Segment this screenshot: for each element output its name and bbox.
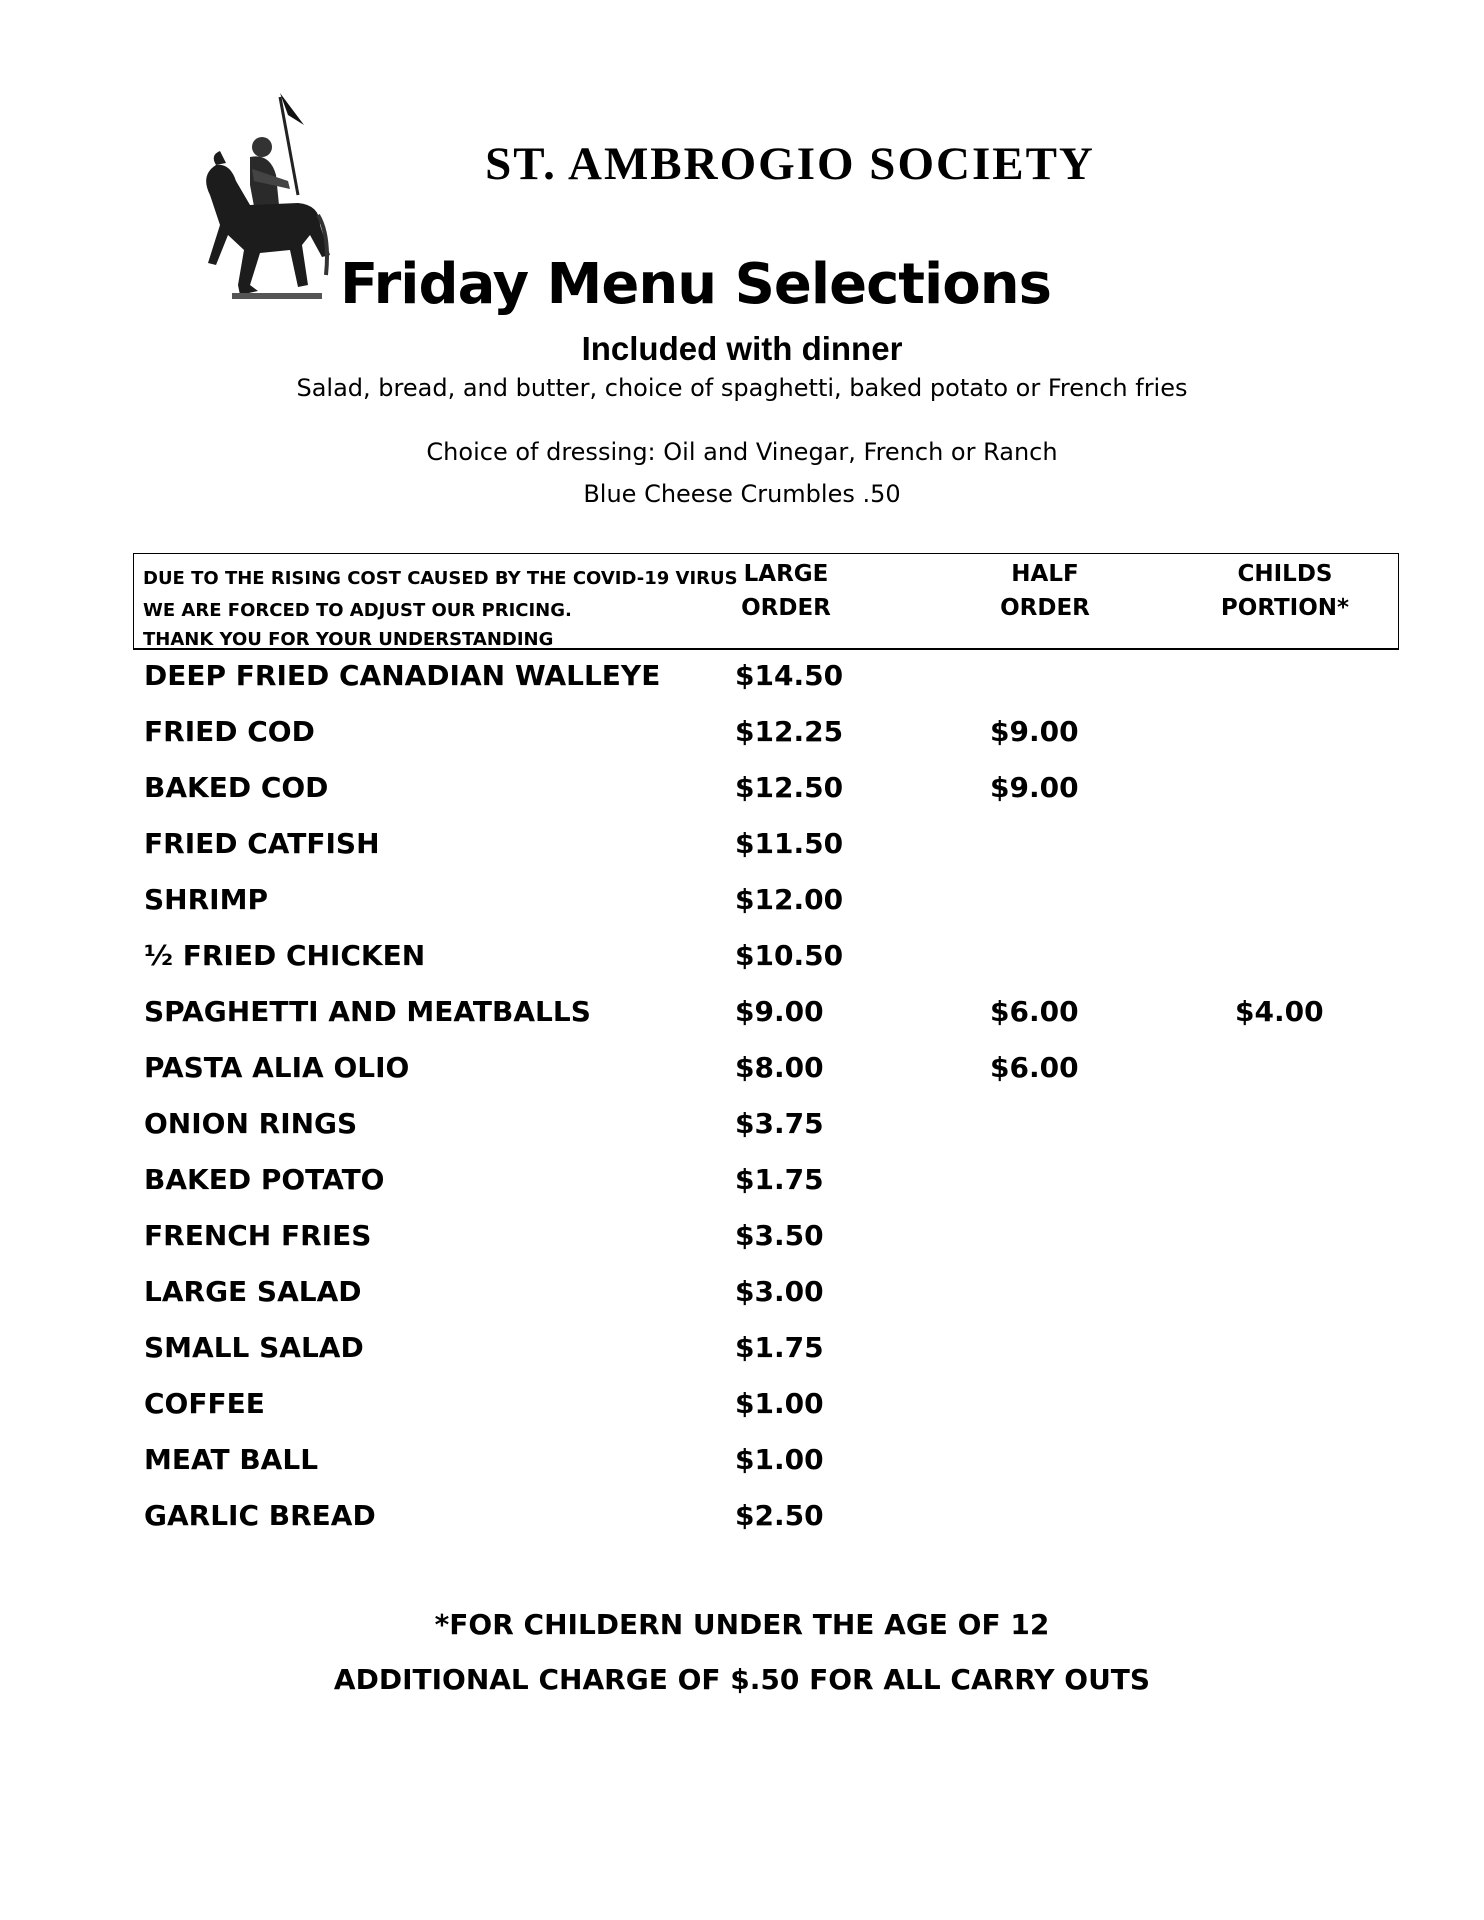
menu-row: [0, 1437, 1484, 1493]
item-name: FRENCH FRIES: [144, 1219, 372, 1252]
carryout-charge-note: ADDITIONAL CHARGE OF $.50 FOR ALL CARRY OUTS: [333, 1663, 1151, 1696]
large-price: $1.75: [735, 1163, 824, 1196]
menu-row: [0, 989, 1484, 1045]
menu-row: [0, 1381, 1484, 1437]
page-title: Friday Menu Selections: [340, 252, 1051, 317]
item-name: GARLIC BREAD: [144, 1499, 376, 1532]
half-price: $6.00: [990, 995, 1079, 1028]
item-name: SHRIMP: [144, 883, 268, 916]
included-heading: Included with dinner: [581, 330, 903, 367]
menu-row: [0, 1045, 1484, 1101]
blue-cheese-note: Blue Cheese Crumbles .50: [583, 480, 901, 508]
large-price: $9.00: [735, 995, 824, 1028]
item-name: SMALL SALAD: [144, 1331, 364, 1364]
column-header-line: PORTION*: [1220, 595, 1350, 621]
column-header-large: [676, 557, 896, 625]
notice-line: DUE TO THE RISING COST CAUSED BY THE COVID-19 VIRUS: [143, 568, 738, 589]
large-price: $1.00: [735, 1443, 824, 1476]
menu-row: [0, 653, 1484, 709]
large-price: $14.50: [735, 659, 844, 692]
menu-row: [0, 1493, 1484, 1549]
column-header-line: CHILDS: [1237, 561, 1333, 587]
large-price: $10.50: [735, 939, 844, 972]
large-price: $12.25: [735, 715, 844, 748]
half-price: $9.00: [990, 715, 1079, 748]
item-name: FRIED CATFISH: [144, 827, 380, 860]
large-price: $3.00: [735, 1275, 824, 1308]
item-name: MEAT BALL: [144, 1443, 319, 1476]
large-price: $1.00: [735, 1387, 824, 1420]
pricing-notice: [143, 563, 738, 653]
column-header-half: [935, 557, 1155, 625]
half-price: $6.00: [990, 1051, 1079, 1084]
item-name: BAKED COD: [144, 771, 329, 804]
item-name: FRIED COD: [144, 715, 315, 748]
menu-list: [0, 653, 1484, 1549]
child-price: $4.00: [1235, 995, 1324, 1028]
item-name: ½ FRIED CHICKEN: [144, 939, 426, 972]
column-header-line: LARGE: [743, 561, 829, 587]
menu-row: [0, 821, 1484, 877]
large-price: $3.75: [735, 1107, 824, 1140]
notice-line: WE ARE FORCED TO ADJUST OUR PRICING.: [143, 600, 572, 621]
menu-row: [0, 877, 1484, 933]
notice-line: THANK YOU FOR YOUR UNDERSTANDING: [143, 629, 554, 650]
children-age-note: *FOR CHILDERN UNDER THE AGE OF 12: [434, 1608, 1050, 1641]
included-items: Salad, bread, and butter, choice of spaghetti, baked potato or French fries: [296, 374, 1188, 402]
menu-row: [0, 1213, 1484, 1269]
horse-rider-icon: [180, 85, 340, 315]
large-price: $8.00: [735, 1051, 824, 1084]
column-header-line: ORDER: [1000, 595, 1090, 621]
item-name: ONION RINGS: [144, 1107, 358, 1140]
large-price: $2.50: [735, 1499, 824, 1532]
large-price: $12.00: [735, 883, 844, 916]
menu-row: [0, 1101, 1484, 1157]
menu-row: [0, 1325, 1484, 1381]
menu-row: [0, 765, 1484, 821]
menu-row: [0, 1157, 1484, 1213]
society-name: ST. AMBROGIO SOCIETY: [485, 138, 1095, 190]
half-price: $9.00: [990, 771, 1079, 804]
large-price: $3.50: [735, 1219, 824, 1252]
item-name: PASTA ALIA OLIO: [144, 1051, 410, 1084]
column-header-line: HALF: [1011, 561, 1079, 587]
large-price: $11.50: [735, 827, 844, 860]
item-name: DEEP FRIED CANADIAN WALLEYE: [144, 659, 661, 692]
item-name: BAKED POTATO: [144, 1163, 385, 1196]
item-name: SPAGHETTI AND MEATBALLS: [144, 995, 591, 1028]
item-name: LARGE SALAD: [144, 1275, 362, 1308]
large-price: $12.50: [735, 771, 844, 804]
item-name: COFFEE: [144, 1387, 265, 1420]
column-header-child: [1175, 557, 1395, 625]
menu-row: [0, 1269, 1484, 1325]
menu-row: [0, 933, 1484, 989]
dressing-choices: Choice of dressing: Oil and Vinegar, French or Ranch: [426, 438, 1058, 466]
column-header-line: ORDER: [741, 595, 831, 621]
large-price: $1.75: [735, 1331, 824, 1364]
menu-row: [0, 709, 1484, 765]
